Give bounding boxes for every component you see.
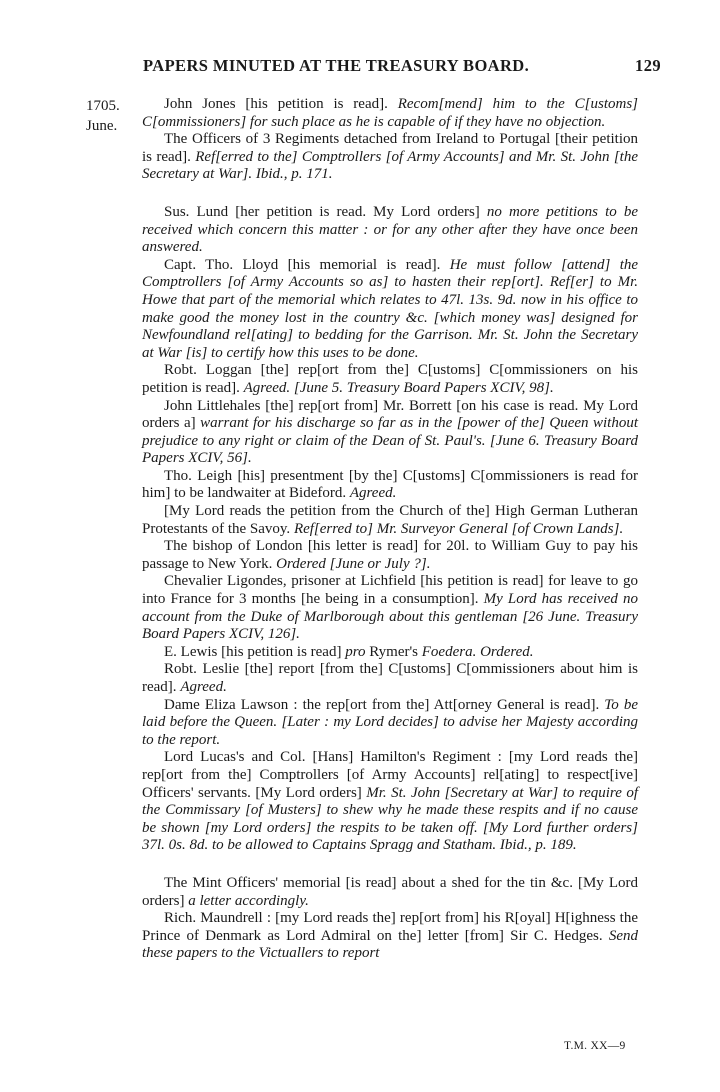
signature-mark: T.M. XX—9 (564, 1040, 626, 1052)
margin-year: 1705. (86, 98, 120, 114)
entry-text: Robt. Loggan [the] rep[ort from the] C[ustoms] C[ommissioners on his petition is read]. (142, 362, 638, 396)
entry-paragraph (142, 468, 638, 503)
entry-paragraph (142, 538, 638, 573)
entry-paragraph (142, 398, 638, 468)
entry-paragraph (142, 661, 638, 696)
entry-text: The Mint Officers' memorial [is read] about a shed for the tin &c. [My Lord orders] (142, 874, 638, 909)
margin-month: June. (86, 118, 118, 134)
entry-text: The Officers of 3 Regiments detached from Ireland to Portugal [their petition is read]. (142, 131, 638, 165)
entry-text: Chevalier Ligondes, prisoner at Lichfield [his petition is read] for leave to go into France for 3 months [he being in a consumption]. (142, 573, 638, 608)
entry-text: [My Lord reads the petition from the Church of the] High German Lutheran Protestants of the Savoy. (142, 503, 638, 537)
entry-italic-text: Recom[mend] him to the C[ustoms] C[ommissioners] for such place as he is capable of if they have no objection. (142, 96, 639, 130)
entry-italic-text: Agreed. (180, 679, 227, 695)
entry-italic-text: no more petitions to be received which concern this matter : or for any other after they have once been answered. (142, 203, 638, 256)
entry-text: The bishop of London [his letter is read] for 20l. to William Guy to pay his passage to New York. (142, 538, 638, 572)
margin-note (86, 96, 120, 136)
entry-text: John Littlehales [the] rep[ort from] Mr. Borrett [on his case is read. My Lord orders a] (142, 397, 638, 432)
page-body (142, 96, 638, 963)
entry-paragraph (142, 503, 638, 538)
entry-text: Sus. Lund [her petition is read. My Lord orders] (164, 203, 487, 220)
entry-italic-text: My Lord has received no account from the Duke of Marlborough about this gentleman [26 June. Treasury Board Papers XCIV, 126]. (142, 591, 638, 643)
entry-text: Tho. Leigh [his] presentment [by the] C[ustoms] C[ommissioners is read for him] to be landwaiter at Bideford. (142, 467, 638, 502)
entry-paragraph (142, 875, 638, 910)
entry-italic-text: Foedera. Ordered. (421, 643, 534, 660)
entry-text: Robt. Leslie [the] report [from the] C[ustoms] C[ommissioners about him is read]. (142, 661, 638, 695)
entry-paragraph (142, 910, 638, 963)
entry-text: Dame Eliza Lawson : the rep[ort from the] Att[orney General is read]. (164, 696, 605, 713)
entry-paragraph (142, 362, 638, 397)
entry-italic-text: a letter accordingly. (188, 892, 309, 909)
entry-text: Rich. Maundrell : [my Lord reads the] rep[ort from] his R[oyal] H[ighness the Prince of Denmark as Lord Admiral on the] letter [from] Sir C. Hedges. (142, 910, 638, 944)
entry-italic-text: Ref[erred to the] Comptrollers [of Army Accounts] and Mr. St. John [the Secretary at War]. Ibid., p. 171. (142, 148, 638, 183)
entry-paragraph (142, 204, 638, 257)
entry-italic-text: To be laid before the Queen. [Later : my Lord decides] to advise her Majesty according to the report. (142, 696, 638, 748)
entry-paragraph (142, 131, 638, 184)
running-head-title: PAPERS MINUTED AT THE TREASURY BOARD. (143, 56, 530, 75)
entry-text: John Jones [his petition is read]. (164, 96, 398, 112)
running-head (143, 56, 661, 76)
entry-italic-text: pro (345, 643, 366, 660)
entry-paragraph (142, 749, 638, 855)
entry-italic-text: Ref[erred to] Mr. Surveyor General [of Crown Lands]. (293, 520, 624, 537)
entry-paragraph (142, 96, 638, 131)
entry-italic-text: Mr. St. John [Secretary at War] to require of the Commissary [of Musters] to shew why he made these respits and if no cause be shown [my Lord orders] the respits to be taken off. [My Lord further orders] 37l. 0s. 8d. to be allowed to Captains Spragg and Statham. Ibid., p. 189. (142, 784, 638, 854)
entry-italic-text: Agreed. [June 5. Treasury Board Papers XCIV, 98]. (243, 379, 554, 396)
page-number: 129 (635, 56, 661, 75)
entry-italic-text: Agreed. (349, 485, 397, 502)
entry-paragraph (142, 644, 638, 662)
entry-text: Rymer's (365, 643, 422, 660)
entry-italic-text: He must follow [attend] the Comptrollers [of Army Accounts so as] to hasten their rep[ort]. Ref[er] to Mr. Howe that part of the memorial which relates to 47l. 13s. 9d. now in his office to make good the money lost in the country &c. [which money was] designed for Newfoundland rel[ating] to bedding for the Garrison. Mr. St. John the Secretary at War [is] to certify how this uses to be done. (142, 256, 639, 361)
entry-text: Capt. Tho. Lloyd [his memorial is read]. (164, 256, 450, 273)
entry-italic-text: Ordered [June or July ?]. (276, 555, 431, 572)
entry-paragraph (142, 697, 638, 750)
entry-text: Lord Lucas's and Col. [Hans] Hamilton's Regiment : [my Lord reads the] rep[ort from the] Comptrollers [of Army Accounts] rel[ating] to respect[ive] Officers' servants. [My Lord orders] (142, 749, 638, 801)
entry-text: E. Lewis [his petition is read] (164, 643, 346, 660)
entry-paragraph (142, 257, 638, 363)
entry-paragraph (142, 573, 638, 643)
entry-italic-text: Send these papers to the Victuallers to report (142, 927, 638, 962)
entry-italic-text: warrant for his discharge so far as in the [power of the] Queen without prejudice to any right or claim of the Dean of St. Paul's. [June 6. Treasury Board Papers XCIV, 56]. (142, 415, 639, 467)
